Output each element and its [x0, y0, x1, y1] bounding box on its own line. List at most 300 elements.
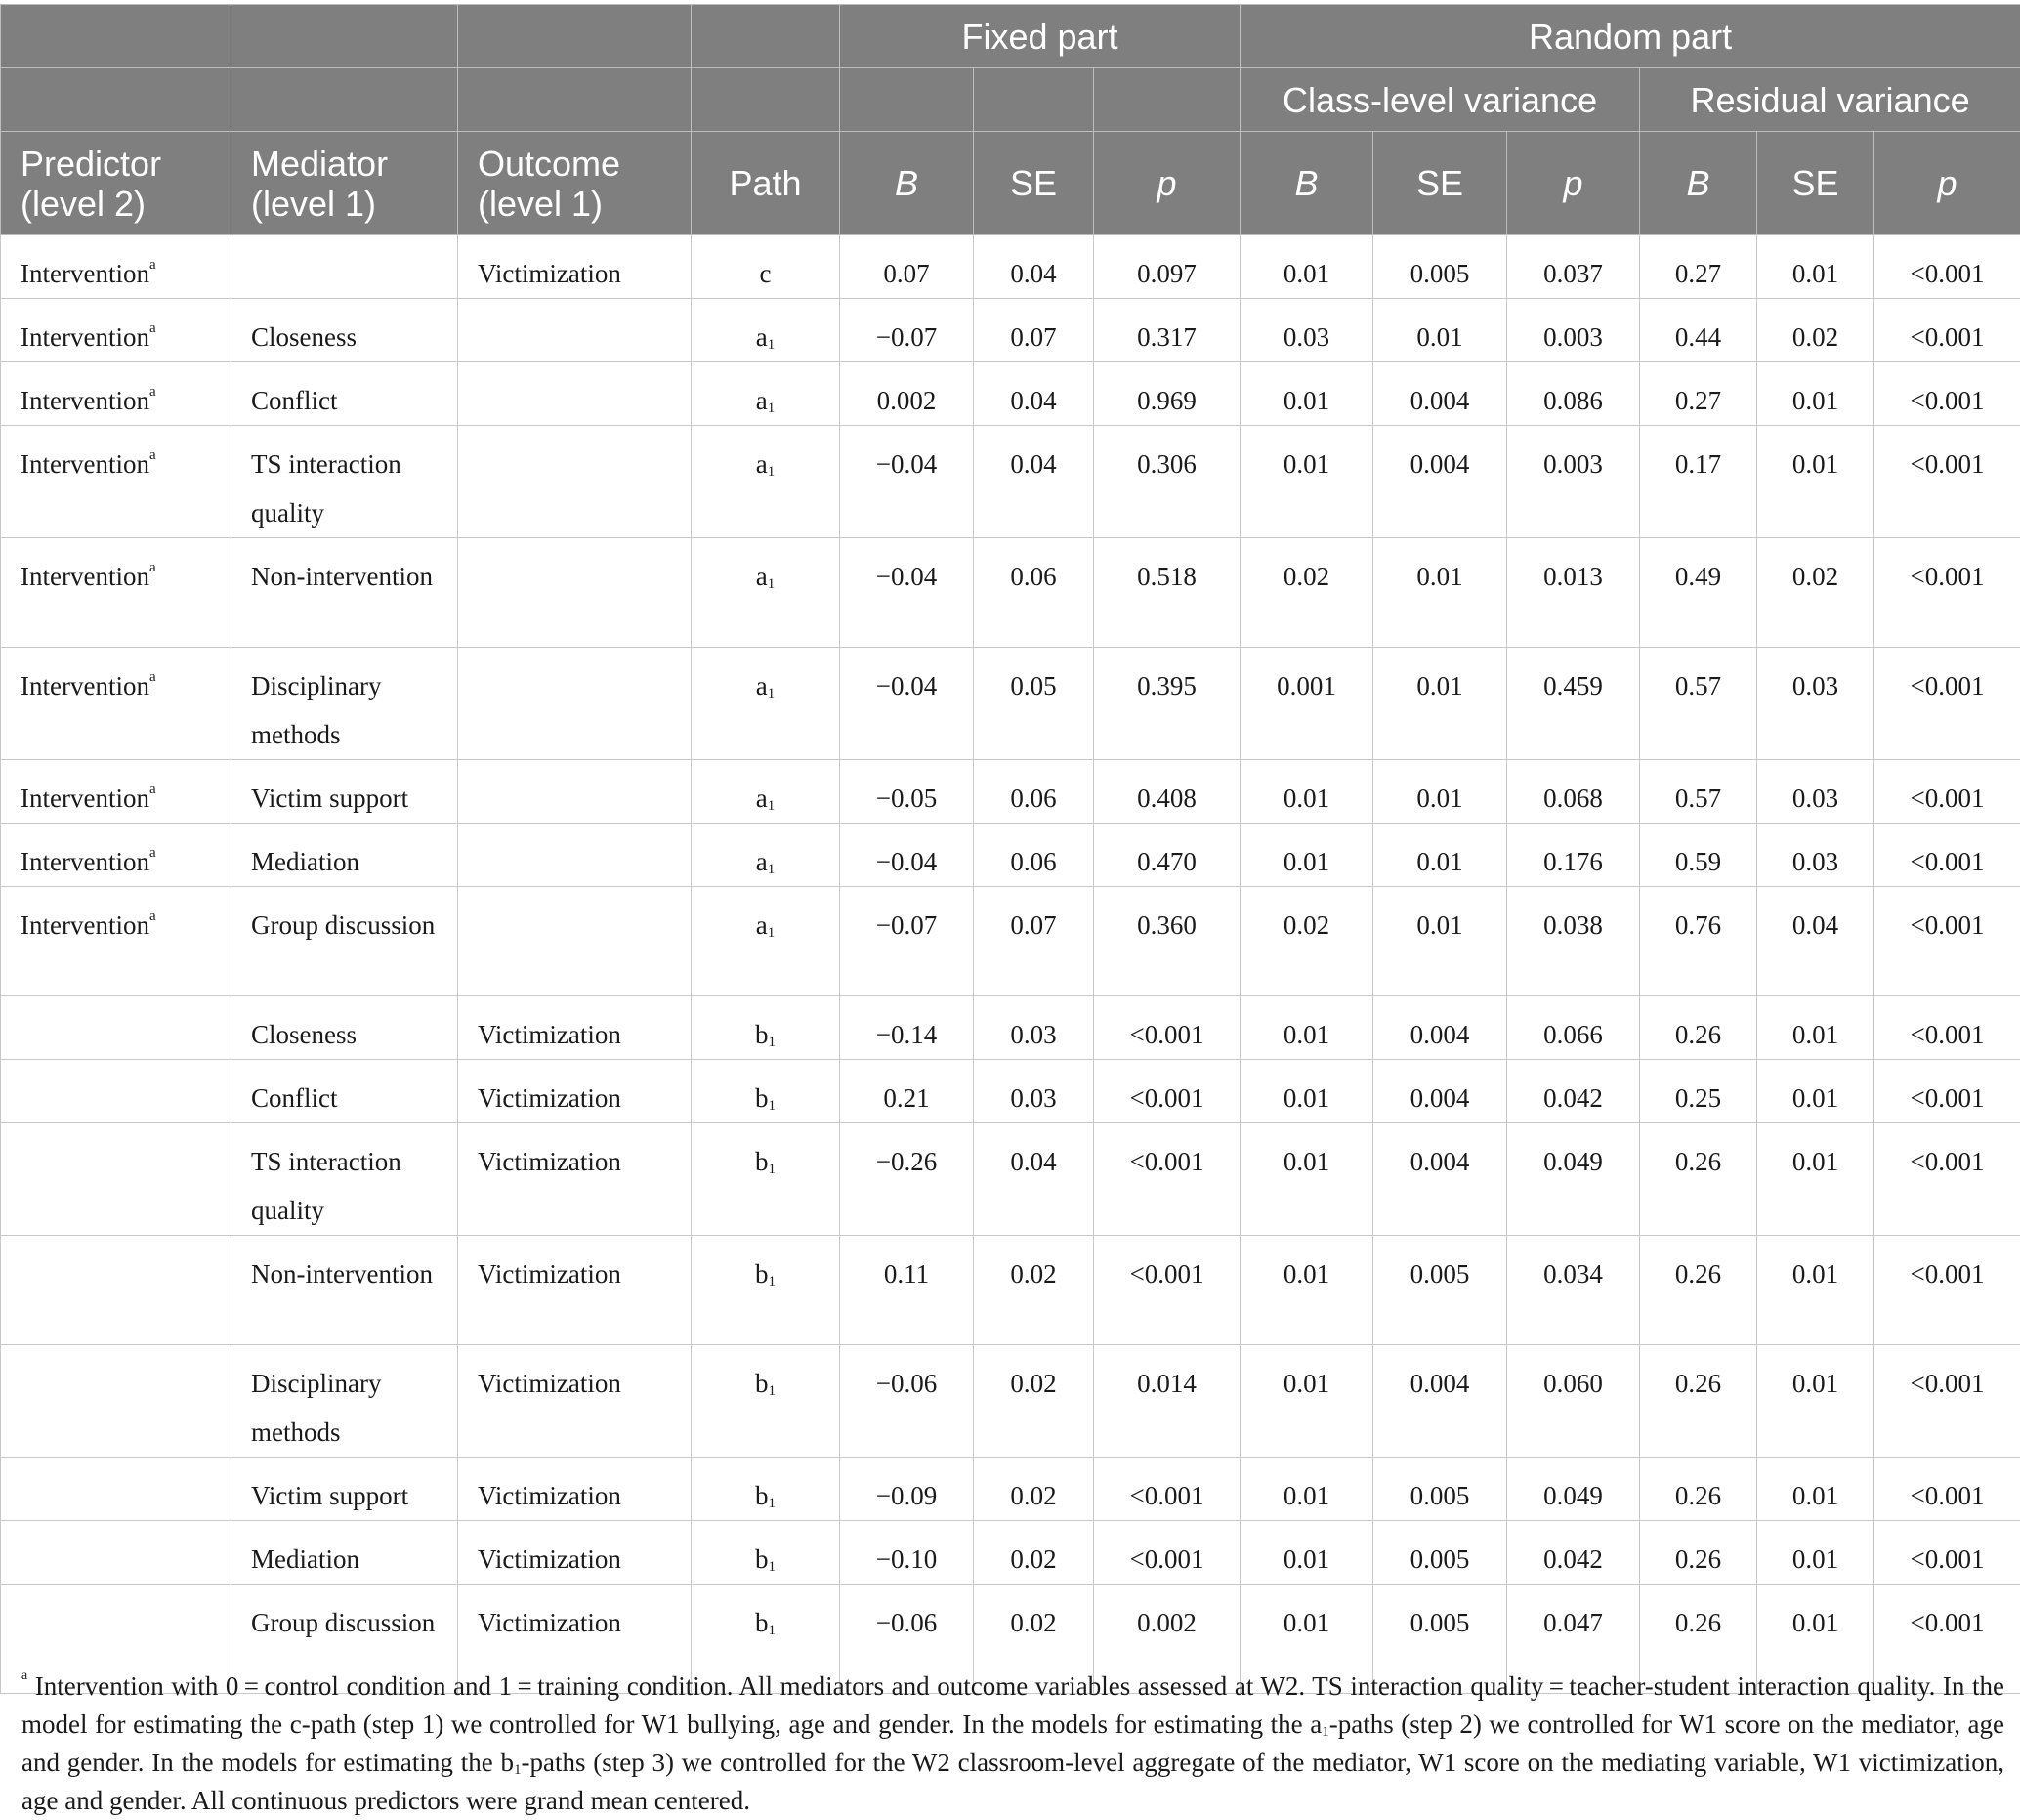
cell-predictor [1, 1060, 231, 1123]
cell-fixed-se: 0.06 [974, 824, 1094, 887]
path-subscript: 1 [767, 798, 776, 814]
cell-class-p: 0.042 [1507, 1060, 1640, 1123]
header-fixed-b: B [840, 132, 974, 235]
cell-fixed-b: −0.04 [840, 538, 974, 648]
cell-mediator: TS interaction quality [231, 426, 458, 538]
cell-fixed-p: <0.001 [1094, 1458, 1241, 1521]
cell-residual-se: 0.01 [1757, 1458, 1874, 1521]
header-empty [1, 5, 231, 68]
path-letter: b [755, 1481, 769, 1510]
cell-outcome [458, 362, 692, 426]
table-body [1, 235, 2020, 1694]
cell-outcome [458, 887, 692, 996]
cell-class-se: 0.004 [1373, 1123, 1507, 1236]
footnote-marker: a [148, 320, 156, 336]
footnote-marker: a [148, 384, 156, 400]
header-residual-b: B [1640, 132, 1757, 235]
cell-path [692, 299, 840, 362]
path-letter: a [755, 847, 768, 876]
cell-class-se: 0.004 [1373, 426, 1507, 538]
path-subscript: 1 [768, 1383, 776, 1399]
cell-class-se: 0.01 [1373, 824, 1507, 887]
cell-class-p: 0.003 [1507, 426, 1640, 538]
cell-path [692, 824, 840, 887]
header-residual-variance: Residual variance [1640, 68, 2020, 132]
cell-class-b: 0.01 [1241, 1123, 1373, 1236]
cell-class-b: 0.01 [1241, 426, 1373, 538]
cell-class-p: 0.066 [1507, 996, 1640, 1060]
header-outcome: Outcome (level 1) [458, 132, 692, 235]
cell-fixed-p: 0.097 [1094, 235, 1241, 299]
header-empty [458, 68, 692, 132]
cell-outcome: Victimization [458, 1585, 692, 1694]
cell-residual-b: 0.26 [1640, 1123, 1757, 1236]
cell-class-b: 0.01 [1241, 1345, 1373, 1458]
header-empty [1094, 68, 1241, 132]
cell-fixed-b: 0.002 [840, 362, 974, 426]
path-letter: b [755, 1259, 769, 1289]
cell-fixed-se: 0.04 [974, 1123, 1094, 1236]
header-predictor: Predictor (level 2) [1, 132, 231, 235]
path-letter: a [755, 386, 768, 415]
cell-residual-p: <0.001 [1874, 1123, 2020, 1236]
cell-fixed-se: 0.02 [974, 1521, 1094, 1585]
table-row [1, 362, 2020, 426]
cell-class-p: 0.459 [1507, 648, 1640, 760]
cell-mediator: Non-intervention [231, 538, 458, 648]
footnote-marker: a [148, 909, 156, 924]
path-subscript: 1 [768, 1623, 776, 1638]
cell-fixed-p: <0.001 [1094, 1123, 1241, 1236]
path-subscript: 1 [768, 1496, 776, 1511]
cell-fixed-b: −0.10 [840, 1521, 974, 1585]
cell-fixed-p: 0.395 [1094, 648, 1241, 760]
footnote-subscript: 1 [513, 1762, 522, 1778]
cell-mediator: Victim support [231, 760, 458, 824]
cell-outcome: Victimization [458, 1521, 692, 1585]
cell-path [692, 235, 840, 299]
cell-predictor [1, 887, 231, 996]
cell-residual-p: <0.001 [1874, 235, 2020, 299]
path-letter: b [755, 1369, 769, 1398]
cell-class-p: 0.049 [1507, 1123, 1640, 1236]
cell-predictor [1, 760, 231, 824]
cell-residual-p: <0.001 [1874, 426, 2020, 538]
table-row [1, 648, 2020, 760]
cell-mediator: Group discussion [231, 887, 458, 996]
cell-fixed-b: −0.04 [840, 824, 974, 887]
footnote-marker: a [148, 447, 156, 463]
path-letter: a [755, 562, 768, 591]
cell-residual-se: 0.01 [1757, 1060, 1874, 1123]
cell-fixed-se: 0.07 [974, 299, 1094, 362]
cell-outcome: Victimization [458, 1345, 692, 1458]
cell-predictor [1, 996, 231, 1060]
cell-residual-se: 0.01 [1757, 235, 1874, 299]
cell-residual-b: 0.27 [1640, 235, 1757, 299]
cell-fixed-b: −0.04 [840, 648, 974, 760]
path-letter: b [755, 1147, 769, 1176]
cell-residual-p: <0.001 [1874, 362, 2020, 426]
header-row-3 [1, 132, 2020, 235]
cell-class-b: 0.01 [1241, 362, 1373, 426]
cell-fixed-se: 0.07 [974, 887, 1094, 996]
cell-residual-p: <0.001 [1874, 996, 2020, 1060]
cell-class-p: 0.049 [1507, 1458, 1640, 1521]
cell-class-p: 0.086 [1507, 362, 1640, 426]
path-subscript: 1 [768, 1035, 776, 1050]
cell-class-se: 0.005 [1373, 1585, 1507, 1694]
cell-path [692, 996, 840, 1060]
cell-fixed-p: 0.470 [1094, 824, 1241, 887]
path-subscript: 1 [767, 686, 776, 701]
cell-mediator [231, 235, 458, 299]
cell-class-p: 0.047 [1507, 1585, 1640, 1694]
cell-residual-se: 0.01 [1757, 426, 1874, 538]
cell-path [692, 362, 840, 426]
cell-fixed-b: 0.21 [840, 1060, 974, 1123]
footnote-marker: a [21, 1669, 28, 1683]
cell-class-p: 0.068 [1507, 760, 1640, 824]
footnote-marker: a [148, 845, 156, 861]
cell-class-se: 0.01 [1373, 887, 1507, 996]
table-row [1, 824, 2020, 887]
cell-class-se: 0.004 [1373, 1060, 1507, 1123]
cell-residual-b: 0.59 [1640, 824, 1757, 887]
cell-residual-b: 0.49 [1640, 538, 1757, 648]
cell-class-b: 0.001 [1241, 648, 1373, 760]
header-empty [692, 5, 840, 68]
cell-fixed-p: 0.306 [1094, 426, 1241, 538]
cell-class-b: 0.01 [1241, 824, 1373, 887]
cell-path [692, 1060, 840, 1123]
cell-fixed-se: 0.04 [974, 426, 1094, 538]
cell-residual-se: 0.03 [1757, 760, 1874, 824]
cell-mediator: Conflict [231, 362, 458, 426]
predictor-text: Intervention [21, 783, 149, 813]
cell-outcome: Victimization [458, 1458, 692, 1521]
path-letter: b [755, 1608, 769, 1637]
cell-mediator: Mediation [231, 824, 458, 887]
table-row [1, 1236, 2020, 1345]
cell-outcome [458, 648, 692, 760]
cell-fixed-se: 0.03 [974, 996, 1094, 1060]
cell-residual-se: 0.01 [1757, 1345, 1874, 1458]
cell-fixed-p: 0.360 [1094, 887, 1241, 996]
cell-residual-se: 0.01 [1757, 1123, 1874, 1236]
cell-residual-se: 0.01 [1757, 362, 1874, 426]
cell-class-p: 0.038 [1507, 887, 1640, 996]
cell-fixed-se: 0.02 [974, 1236, 1094, 1345]
table-row [1, 1060, 2020, 1123]
predictor-text: Intervention [21, 562, 149, 591]
cell-fixed-se: 0.06 [974, 538, 1094, 648]
cell-residual-se: 0.01 [1757, 1236, 1874, 1345]
cell-class-b: 0.01 [1241, 1236, 1373, 1345]
cell-fixed-p: 0.002 [1094, 1585, 1241, 1694]
table-row [1, 235, 2020, 299]
cell-residual-se: 0.01 [1757, 996, 1874, 1060]
cell-class-b: 0.01 [1241, 1585, 1373, 1694]
cell-residual-se: 0.01 [1757, 1585, 1874, 1694]
path-letter: a [755, 910, 768, 940]
cell-class-b: 0.01 [1241, 1458, 1373, 1521]
header-residual-se: SE [1757, 132, 1874, 235]
predictor-text: Intervention [21, 910, 149, 940]
cell-fixed-b: −0.14 [840, 996, 974, 1060]
cell-residual-se: 0.03 [1757, 824, 1874, 887]
cell-residual-p: <0.001 [1874, 1521, 2020, 1585]
table-row [1, 996, 2020, 1060]
cell-residual-b: 0.26 [1640, 1585, 1757, 1694]
cell-mediator: Closeness [231, 299, 458, 362]
cell-fixed-se: 0.04 [974, 235, 1094, 299]
cell-predictor [1, 1458, 231, 1521]
table-row [1, 760, 2020, 824]
cell-predictor [1, 824, 231, 887]
cell-class-p: 0.034 [1507, 1236, 1640, 1345]
cell-class-b: 0.01 [1241, 1060, 1373, 1123]
cell-predictor [1, 362, 231, 426]
cell-residual-b: 0.26 [1640, 1521, 1757, 1585]
header-empty [231, 68, 458, 132]
cell-residual-b: 0.17 [1640, 426, 1757, 538]
predictor-text: Intervention [21, 449, 149, 479]
cell-predictor [1, 1236, 231, 1345]
cell-path [692, 648, 840, 760]
path-subscript: 1 [767, 401, 776, 416]
cell-class-se: 0.005 [1373, 1236, 1507, 1345]
cell-residual-p: <0.001 [1874, 538, 2020, 648]
footnote-marker: a [148, 560, 156, 575]
header-empty [840, 68, 974, 132]
predictor-text: Intervention [21, 259, 149, 288]
cell-residual-p: <0.001 [1874, 887, 2020, 996]
cell-path [692, 1123, 840, 1236]
cell-residual-p: <0.001 [1874, 1585, 2020, 1694]
footnote-text: Intervention with 0 = control condition and 1 = training condition. All mediators and outcome variables assessed at W2. TS interaction quality = teacher-student interaction quality. In the model for estimating the c-path (step 1) we controlled for W1 bullying, age and gender. In the models for estimating the a [21, 1672, 2004, 1739]
predictor-text: Intervention [21, 386, 149, 415]
cell-fixed-se: 0.03 [974, 1060, 1094, 1123]
cell-residual-b: 0.25 [1640, 1060, 1757, 1123]
cell-predictor [1, 1345, 231, 1458]
path-subscript: 1 [767, 464, 776, 480]
cell-fixed-b: −0.05 [840, 760, 974, 824]
cell-fixed-b: −0.06 [840, 1345, 974, 1458]
cell-fixed-p: 0.317 [1094, 299, 1241, 362]
cell-mediator: Conflict [231, 1060, 458, 1123]
cell-fixed-se: 0.05 [974, 648, 1094, 760]
cell-residual-b: 0.76 [1640, 887, 1757, 996]
path-subscript: 1 [767, 862, 776, 877]
cell-fixed-p: 0.969 [1094, 362, 1241, 426]
cell-fixed-b: −0.07 [840, 299, 974, 362]
cell-predictor [1, 538, 231, 648]
cell-residual-p: <0.001 [1874, 760, 2020, 824]
cell-path [692, 887, 840, 996]
cell-fixed-se: 0.02 [974, 1345, 1094, 1458]
table-footnote [21, 1668, 2004, 1820]
cell-predictor [1, 1521, 231, 1585]
header-path: Path [692, 132, 840, 235]
cell-fixed-b: −0.04 [840, 426, 974, 538]
results-table [0, 4, 2020, 1694]
path-subscript: 1 [767, 925, 776, 941]
cell-residual-se: 0.02 [1757, 299, 1874, 362]
cell-residual-b: 0.57 [1640, 760, 1757, 824]
header-row-2 [1, 68, 2020, 132]
cell-class-se: 0.005 [1373, 1458, 1507, 1521]
path-subscript: 1 [768, 1274, 776, 1290]
cell-residual-p: <0.001 [1874, 1236, 2020, 1345]
cell-class-b: 0.02 [1241, 887, 1373, 996]
predictor-text: Intervention [21, 671, 149, 700]
cell-residual-p: <0.001 [1874, 1458, 2020, 1521]
cell-outcome [458, 760, 692, 824]
path-subscript: 1 [768, 1162, 776, 1177]
cell-residual-p: <0.001 [1874, 299, 2020, 362]
cell-class-se: 0.005 [1373, 1521, 1507, 1585]
cell-residual-p: <0.001 [1874, 1345, 2020, 1458]
cell-mediator: Mediation [231, 1521, 458, 1585]
predictor-text: Intervention [21, 322, 149, 352]
path-letter: a [755, 783, 768, 813]
results-table-container [0, 4, 2020, 1694]
cell-class-se: 0.004 [1373, 1345, 1507, 1458]
table-row [1, 299, 2020, 362]
table-row [1, 538, 2020, 648]
header-empty [231, 5, 458, 68]
cell-mediator: Non-intervention [231, 1236, 458, 1345]
header-fixed-p: p [1094, 132, 1241, 235]
cell-mediator: TS interaction quality [231, 1123, 458, 1236]
path-letter: a [755, 322, 768, 352]
cell-residual-se: 0.04 [1757, 887, 1874, 996]
cell-class-b: 0.02 [1241, 538, 1373, 648]
path-subscript: 1 [767, 576, 776, 592]
cell-path [692, 426, 840, 538]
footnote-marker: a [148, 669, 156, 685]
path-letter: b [755, 1020, 769, 1049]
cell-fixed-se: 0.02 [974, 1585, 1094, 1694]
table-row [1, 1123, 2020, 1236]
cell-class-b: 0.01 [1241, 996, 1373, 1060]
cell-mediator: Closeness [231, 996, 458, 1060]
cell-outcome: Victimization [458, 996, 692, 1060]
cell-path [692, 538, 840, 648]
cell-class-se: 0.004 [1373, 362, 1507, 426]
cell-fixed-b: −0.07 [840, 887, 974, 996]
cell-class-se: 0.01 [1373, 299, 1507, 362]
header-class-se: SE [1373, 132, 1507, 235]
cell-residual-se: 0.01 [1757, 1521, 1874, 1585]
cell-class-se: 0.01 [1373, 648, 1507, 760]
path-letter: a [755, 449, 768, 479]
cell-outcome [458, 824, 692, 887]
cell-residual-se: 0.02 [1757, 538, 1874, 648]
cell-fixed-p: 0.408 [1094, 760, 1241, 824]
footnote-text: -paths (step 3) we controlled for the W2 classroom-level aggregate of the mediator, W1 score on the mediating variable, W1 victimization, age and gender. All continuous predictors were grand mean centered. [21, 1748, 2004, 1815]
table-header [1, 5, 2020, 235]
cell-mediator: Disciplinary methods [231, 648, 458, 760]
cell-residual-b: 0.26 [1640, 996, 1757, 1060]
cell-fixed-b: −0.26 [840, 1123, 974, 1236]
footnote-text: -paths (step 2) we controlled for W1 score on the mediator, age and gender. In the models for estimating the b [21, 1710, 2004, 1777]
header-random-part: Random part [1241, 5, 2020, 68]
cell-class-se: 0.01 [1373, 760, 1507, 824]
header-empty [692, 68, 840, 132]
cell-fixed-p: <0.001 [1094, 996, 1241, 1060]
table-row [1, 1521, 2020, 1585]
cell-residual-b: 0.26 [1640, 1458, 1757, 1521]
cell-predictor [1, 235, 231, 299]
cell-path [692, 1236, 840, 1345]
cell-class-se: 0.01 [1373, 538, 1507, 648]
cell-fixed-p: <0.001 [1094, 1060, 1241, 1123]
header-row-1 [1, 5, 2020, 68]
cell-residual-b: 0.27 [1640, 362, 1757, 426]
cell-predictor [1, 1123, 231, 1236]
header-class-p: p [1507, 132, 1640, 235]
cell-mediator: Group discussion [231, 1585, 458, 1694]
cell-fixed-p: 0.518 [1094, 538, 1241, 648]
path-subscript: 1 [768, 1098, 776, 1114]
cell-predictor [1, 426, 231, 538]
cell-fixed-p: <0.001 [1094, 1521, 1241, 1585]
cell-residual-p: <0.001 [1874, 824, 2020, 887]
cell-outcome [458, 426, 692, 538]
cell-fixed-p: <0.001 [1094, 1236, 1241, 1345]
cell-path [692, 1458, 840, 1521]
cell-fixed-b: 0.07 [840, 235, 974, 299]
cell-outcome [458, 299, 692, 362]
table-row [1, 426, 2020, 538]
cell-class-p: 0.037 [1507, 235, 1640, 299]
header-fixed-se: SE [974, 132, 1094, 235]
cell-residual-b: 0.44 [1640, 299, 1757, 362]
cell-fixed-se: 0.02 [974, 1458, 1094, 1521]
cell-class-b: 0.03 [1241, 299, 1373, 362]
cell-outcome: Victimization [458, 1060, 692, 1123]
cell-outcome [458, 538, 692, 648]
footnote-marker: a [148, 257, 156, 273]
cell-fixed-p: 0.014 [1094, 1345, 1241, 1458]
cell-predictor [1, 299, 231, 362]
cell-class-se: 0.005 [1373, 235, 1507, 299]
cell-residual-se: 0.03 [1757, 648, 1874, 760]
cell-residual-b: 0.57 [1640, 648, 1757, 760]
footnote-subscript: 1 [1322, 1724, 1329, 1740]
table-row [1, 1458, 2020, 1521]
cell-class-b: 0.01 [1241, 235, 1373, 299]
header-fixed-part: Fixed part [840, 5, 1241, 68]
header-empty [1, 68, 231, 132]
cell-residual-b: 0.26 [1640, 1345, 1757, 1458]
cell-predictor [1, 648, 231, 760]
predictor-text: Intervention [21, 847, 149, 876]
header-class-level-variance: Class-level variance [1241, 68, 1640, 132]
header-mediator: Mediator (level 1) [231, 132, 458, 235]
cell-outcome: Victimization [458, 235, 692, 299]
header-empty [974, 68, 1094, 132]
cell-mediator: Victim support [231, 1458, 458, 1521]
path-letter: b [755, 1083, 769, 1113]
cell-residual-b: 0.26 [1640, 1236, 1757, 1345]
cell-class-p: 0.013 [1507, 538, 1640, 648]
cell-class-p: 0.060 [1507, 1345, 1640, 1458]
path-letter: b [755, 1545, 769, 1574]
cell-fixed-se: 0.06 [974, 760, 1094, 824]
